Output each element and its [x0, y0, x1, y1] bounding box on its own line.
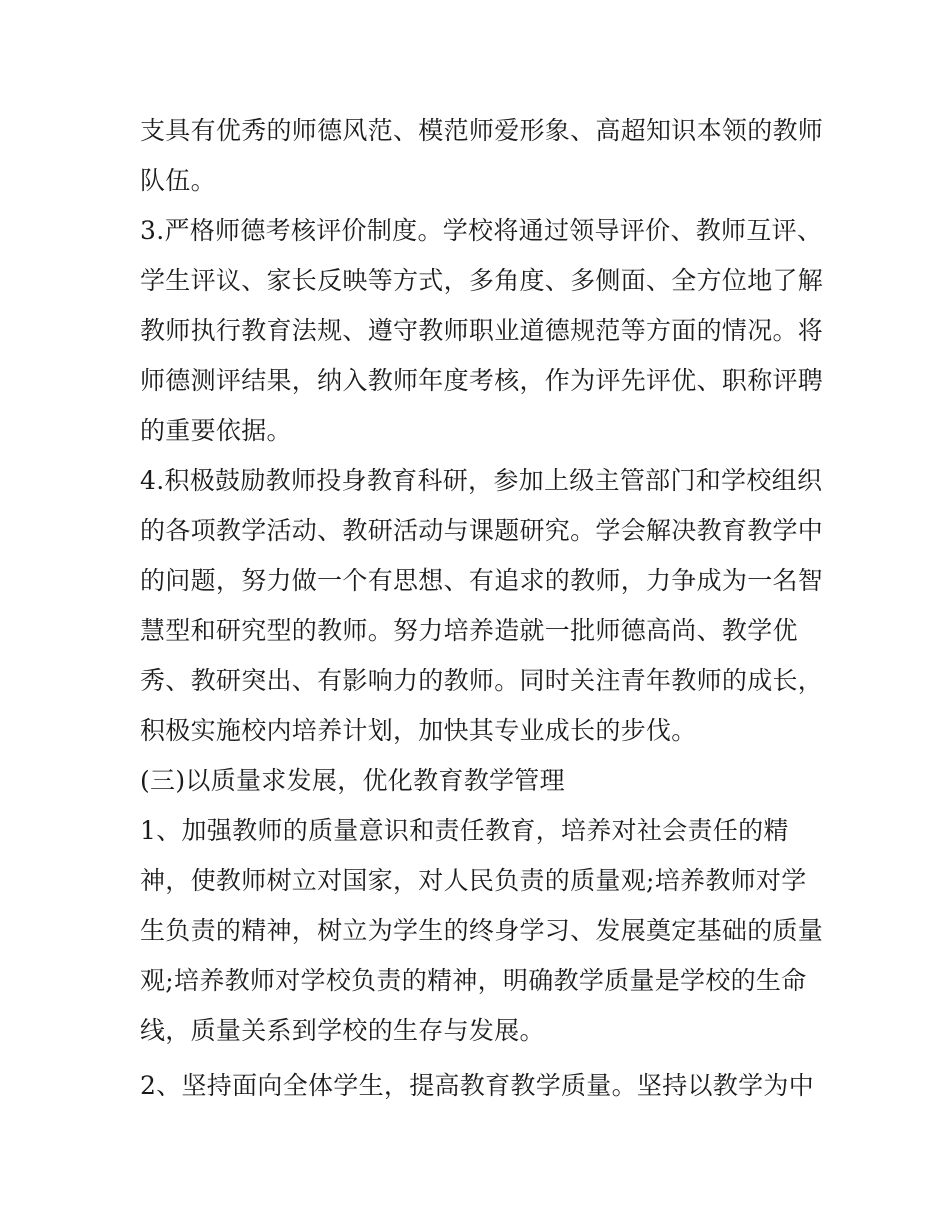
text-line: 3.严格师德考核评价制度。学校将通过领导评价、教师互评、 — [140, 216, 823, 245]
text-line: 队伍。 — [140, 166, 216, 195]
text-line: 秀、教研突出、有影响力的教师。同时关注青年教师的成长， — [140, 666, 824, 695]
text-line: 的各项教学活动、教研活动与课题研究。学会解决教育教学中 — [140, 516, 824, 545]
text-line: 学生评议、家长反映等方式，多角度、多侧面、全方位地了解 — [140, 266, 824, 295]
text-line: 1、加强教师的质量意识和责任教育，培养对社会责任的精 — [140, 816, 789, 845]
text-line: 的问题，努力做一个有思想、有追求的教师，力争成为一名智 — [140, 566, 824, 595]
text-line: 线，质量关系到学校的生存与发展。 — [140, 1016, 545, 1045]
text-line: 神，使教师树立对国家，对人民负责的质量观;培养教师对学 — [140, 866, 807, 895]
text-line: 的重要依据。 — [140, 416, 292, 445]
text-line: 教师执行教育法规、遵守教师职业道德规范等方面的情况。将 — [140, 316, 824, 345]
text-line: 2、坚持面向全体学生，提高教育教学质量。坚持以教学为中 — [140, 1071, 815, 1100]
text-line: 积极实施校内培养计划，加快其专业成长的步伐。 — [140, 716, 697, 745]
text-line: 慧型和研究型的教师。努力培养造就一批师德高尚、教学优 — [140, 616, 798, 645]
text-line: 观;培养教师对学校负责的精神，明确教学质量是学校的生命 — [140, 966, 807, 995]
text-line: 师德测评结果，纳入教师年度考核，作为评先评优、职称评聘 — [140, 366, 824, 395]
text-line: 4.积极鼓励教师投身教育科研，参加上级主管部门和学校组织 — [140, 466, 823, 495]
section-heading: (三)以质量求发展，优化教育教学管理 — [140, 766, 565, 795]
text-line: 支具有优秀的师德风范、模范师爱形象、高超知识本领的教师 — [140, 116, 824, 145]
text-line: 生负责的精神，树立为学生的终身学习、发展奠定基础的质量 — [140, 916, 824, 945]
